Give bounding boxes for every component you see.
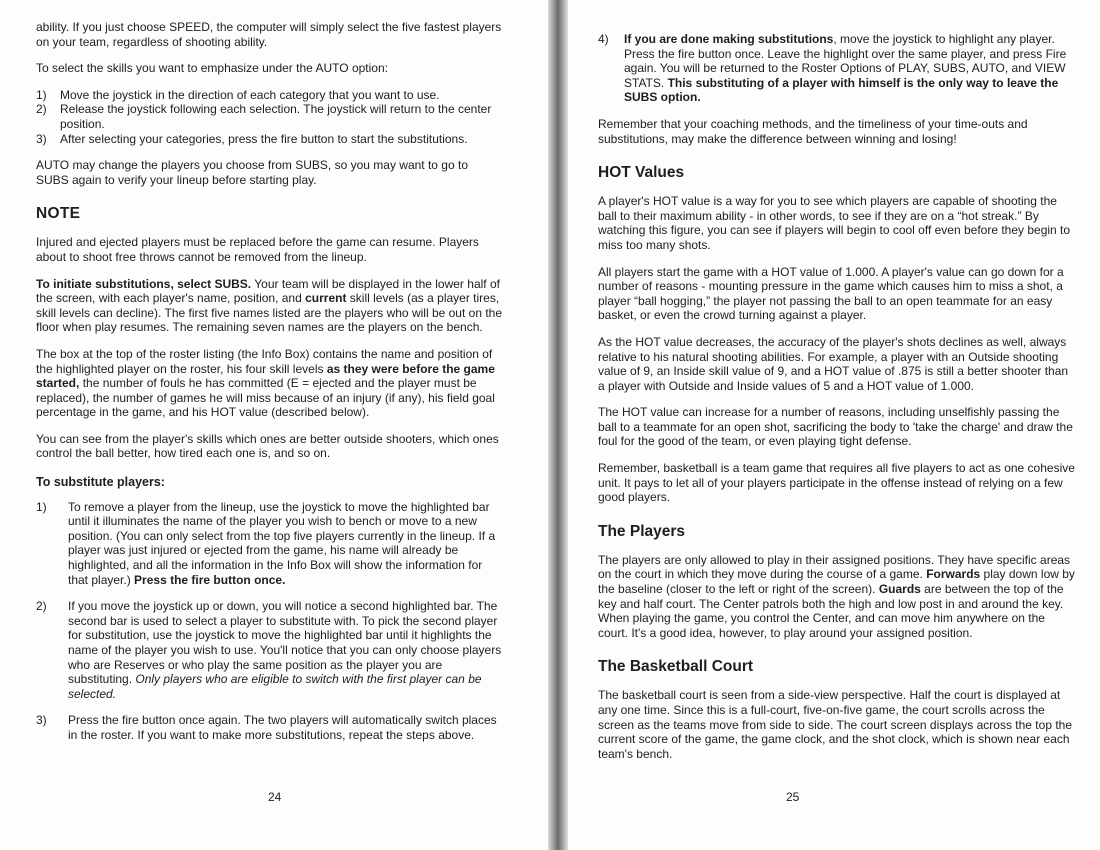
bold-text: Guards bbox=[878, 582, 921, 597]
bold-text: Forwards bbox=[926, 567, 981, 582]
bold-text: as they were before the game started, bbox=[36, 361, 495, 391]
bold-text: This substituting of a player with himself is the only way to leave the SUBS option. bbox=[624, 75, 1059, 105]
list-text: Release the joystick following each selection. The joystick will return to the center position. bbox=[60, 102, 492, 131]
left-page-content bbox=[36, 20, 502, 755]
paragraph: To select the skills you want to emphasize under the AUTO option: bbox=[36, 61, 388, 76]
paragraph: Injured and ejected players must be replaced before the game can resume. Players about to shoot free throws cannot be removed from the lineup. bbox=[36, 235, 479, 264]
list-number: 4) bbox=[598, 32, 609, 46]
bold-text: Press the fire button once. bbox=[134, 572, 286, 587]
list-number: 3) bbox=[36, 131, 47, 146]
list-item bbox=[36, 713, 502, 742]
list-number: 1) bbox=[36, 499, 47, 514]
bold-text: If you are done making substitutions bbox=[624, 32, 834, 46]
paragraph: Remember, basketball is a team game that requires all five players to act as one cohesive unit. It pays to let all of your players participate in the offense instead of relying on a few good players. bbox=[598, 461, 1075, 505]
text-run: are between the top of the key and half court. The Center patrols both the high and low post in and around the key. When playing the game, you control the Center, and can move him anywhere on the court. It's a good idea, however, to play around your assigned position. bbox=[598, 582, 1064, 640]
list-text bbox=[624, 32, 1078, 105]
list-item bbox=[36, 88, 502, 103]
paragraph: The basketball court is seen from a side-view perspective. Half the court is displayed at any one time. Since this is a full-court, five-on-five game, the court scrolls across the screen as the teams move from side to side. The court screen displays across the top the current score of the game, the game clock, and the shot clock, which is shown near each team's bench. bbox=[598, 688, 1073, 761]
list-text: Move the joystick in the direction of each category that you want to use. bbox=[60, 87, 440, 102]
list-text bbox=[68, 500, 502, 588]
list-item bbox=[36, 102, 502, 131]
list-item bbox=[36, 599, 502, 701]
list-number: 2) bbox=[36, 102, 47, 117]
paragraph: You can see from the player's skills which ones are better outside shooters, which ones control the ball better, how tired each one is, and so on. bbox=[36, 431, 499, 461]
paragraph: A player's HOT value is a way for you to see which players are capable of shooting the ball to their maximum ability - in other words, to see if they are on a “hot streak.” By watching this figure, you can see if players will begin to cool off even before they begin to miss too many shots. bbox=[598, 194, 1071, 252]
right-page bbox=[568, 0, 1100, 850]
page-number: 24 bbox=[268, 790, 282, 804]
paragraph: AUTO may change the players you choose from SUBS, so you may want to go to SUBS again to verify your lineup before starting play. bbox=[36, 158, 468, 187]
list-number: 3) bbox=[36, 713, 47, 728]
text-run: The box at the top of the roster listing (the Info Box) contains the name and position of the highlighted player on the roster, his four skill levels bbox=[36, 346, 493, 376]
players-heading: The Players bbox=[598, 522, 686, 540]
text-run: If you move the joystick up or down, you will notice a second highlighted bar. The second bar is used to select a player to substitute with. To pick the second player for substitution, use the joystick to move the highlighted bar until it highlights the name of the player you wish to use. You'll notice that you can only choose players who are Reserves or who play the same position as the player you are substituting. bbox=[68, 599, 502, 687]
paragraph bbox=[36, 277, 502, 335]
list-item bbox=[36, 132, 502, 147]
list-number: 1) bbox=[36, 87, 47, 102]
list-text bbox=[68, 599, 502, 701]
paragraph: The HOT value can increase for a number of reasons, including unselfishly passing the ball to a teammate for an open shot, sacrificing the body to 'take the charge' and draw the foul for the good of the team, or even playing tight defense. bbox=[598, 405, 1073, 449]
hot-values-heading: HOT Values bbox=[598, 164, 685, 182]
list-item bbox=[36, 500, 502, 588]
text-run: The players are only allowed to play in their assigned positions. They have specific areas on the court in which they move during the course of a game. bbox=[598, 552, 1071, 582]
italic-text: Only players who are eligible to switch with the first player can be selected. bbox=[68, 672, 482, 701]
text-run: Your team will be displayed in the lower half of the screen, with each player's name, position, and bbox=[36, 276, 500, 306]
paragraph bbox=[598, 553, 1078, 641]
list-text: After selecting your categories, press the fire button to start the substitutions. bbox=[60, 131, 468, 146]
text-run: the number of fouls he has committed (E = ejected and the player must be replaced), the number of games he will miss because of an injury (if any), his field goal percentage in the game, and his HOT value (described below). bbox=[36, 376, 495, 420]
paragraph: Remember that your coaching methods, and the timeliness of your time-outs and substitutions, may make the difference between winning and losing! bbox=[598, 116, 1028, 146]
text-run: To remove a player from the lineup, use the joystick to move the highlighted bar until it illuminates the name of the player you wish to bench or move to a new position. (You can only select from the top five players currently in the lineup. If a player was just injured or ejected from the game, his name will already be highlighted, and all the information in the Info Box will show the information for that player.) bbox=[68, 499, 496, 587]
list-number: 2) bbox=[36, 599, 47, 614]
page-number: 25 bbox=[786, 790, 800, 804]
paragraph: ability. If you just choose SPEED, the computer will simply select the five fastest players on your team, regardless of shooting ability. bbox=[36, 20, 502, 49]
left-page bbox=[0, 0, 548, 850]
right-page-content bbox=[598, 32, 1078, 773]
text-run: skill levels (as a player tires, skill levels can decline). The first five names listed are the players who will be out on the floor when play resumes. The remaining seven names are the players on the bench. bbox=[36, 291, 503, 335]
paragraph: All players start the game with a HOT value of 1.000. A player's value can go down for a number of reasons - mounting pressure in the game which causes him to miss a shot, a player “ball hogging,” the player not passing the ball to an open teammate for an easy basket, or even the crowd turning against a player. bbox=[598, 264, 1064, 323]
bold-text: To initiate substitutions, select SUBS. bbox=[36, 276, 252, 291]
paragraph bbox=[36, 347, 502, 420]
text-run: , move the joystick to highlight any player. Press the fire button once. Leave the highlight over the same player, and press Fire again. You will be returned to the Roster Options of PLAY, SUBS, AUTO, and VIEW STATS. bbox=[624, 32, 1067, 90]
substitute-steps-list bbox=[36, 500, 502, 743]
substitute-heading: To substitute players: bbox=[36, 475, 165, 490]
text-run: play down low by the baseline (closer to the left or right of the screen). bbox=[598, 567, 1075, 597]
note-heading: NOTE bbox=[36, 205, 81, 223]
book-gutter bbox=[548, 0, 568, 850]
auto-steps-list bbox=[36, 88, 502, 146]
list-text: Press the fire button once again. The two players will automatically switch places in the roster. If you want to make more substitutions, repeat the steps above. bbox=[68, 713, 497, 742]
paragraph: As the HOT value decreases, the accuracy of the player's shots declines as well, always relative to his natural shooting abilities. For example, a player with an Outside shooting value of 9, an Inside skill value of 9, and a HOT value of .875 is still a better shooter than a player with Outside and Inside values of 5 and a HOT value of 1.000. bbox=[598, 334, 1069, 393]
list-item bbox=[598, 32, 1078, 105]
substitute-steps-list-continued bbox=[598, 32, 1078, 105]
court-heading: The Basketball Court bbox=[598, 658, 754, 676]
bold-text: current bbox=[305, 291, 347, 306]
